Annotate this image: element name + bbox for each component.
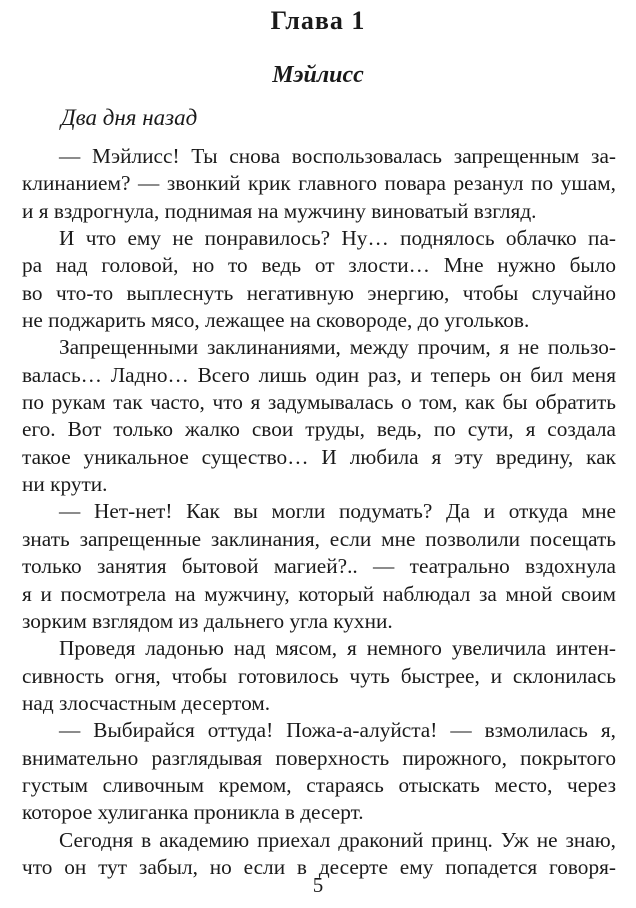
text-line: Запрещенными заклинаниями, между прочим, я не пользо- bbox=[59, 335, 616, 360]
text-line: по рукам так часто, что я задумывалась о том, как бы обратить bbox=[22, 390, 616, 415]
text-line: только занятия бытовой магией?.. — театрально вздохнула bbox=[22, 554, 616, 579]
text-line: И что ему не понравилось? Ну… поднялось облачко па- bbox=[59, 226, 616, 251]
text-line: что он тут забыл, но если в десерте ему попадется говоря- bbox=[22, 854, 616, 879]
paragraph bbox=[22, 635, 616, 717]
text-line: которое хулиганка проникла в десерт. bbox=[22, 800, 364, 825]
text-line: — Нет-нет! Как вы могли подумать? Да и откуда мне bbox=[59, 499, 616, 524]
text-line: клинанием? — звонкий крик главного повара резанул по ушам, bbox=[22, 171, 616, 196]
text-line: его. Вот только жалко свои труды, ведь, по сути, я создала bbox=[22, 417, 616, 442]
text-line: знать запрещенные заклинания, если мне позволили посещать bbox=[22, 526, 616, 551]
text-line: сивность огня, чтобы готовилось чуть быстрее, и склонилась bbox=[22, 663, 616, 688]
paragraph bbox=[22, 717, 616, 826]
text-line: ни крути. bbox=[22, 472, 108, 497]
chapter-title: Глава 1 bbox=[270, 6, 366, 35]
text-line: зорким взглядом из дальнего угла кухни. bbox=[22, 608, 393, 633]
page-number: 5 bbox=[312, 873, 324, 897]
body-text bbox=[22, 143, 616, 881]
text-line: внимательно разглядывая поверхность пирожного, покрытого bbox=[22, 745, 616, 770]
paragraph bbox=[22, 225, 616, 334]
text-line: валась… Ладно… Всего лишь один раз, и теперь он бил меня bbox=[22, 362, 616, 387]
text-line: Проведя ладонью над мясом, я немного увеличила интен- bbox=[59, 636, 616, 661]
text-line: — Мэйлисс! Ты снова воспользовалась запрещенным за- bbox=[59, 144, 616, 168]
text-line: и я вздрогнула, поднимая на мужчину виноватый взгляд. bbox=[22, 198, 537, 223]
text-line: — Выбирайся оттуда! Пожа-а-алуйста! — взмолилась я, bbox=[59, 718, 616, 743]
paragraph bbox=[22, 334, 616, 498]
text-line: ра над головой, но то ведь от злости… Мне нужно было bbox=[22, 253, 616, 278]
text-line: во что-то выплеснуть негативную энергию, чтобы случайно bbox=[22, 280, 616, 305]
chapter-subtitle: Мэйлисс bbox=[272, 62, 364, 88]
text-line: не поджарить мясо, лежащее на сковороде, до угольков. bbox=[22, 308, 530, 333]
text-line: густым сливочным кремом, стараясь отыскать место, через bbox=[22, 772, 616, 797]
text-line: такое уникальное существо… И любила я эту вредину, как bbox=[22, 444, 616, 469]
time-epigraph: Два дня назад bbox=[61, 105, 198, 130]
text-line: Сегодня в академию приехал драконий принц. Уж не знаю, bbox=[59, 827, 616, 852]
text-line: я и посмотрела на мужчину, который наблюдал за мной своим bbox=[22, 581, 616, 606]
paragraph bbox=[22, 143, 616, 225]
text-line: над злосчастным десертом. bbox=[22, 690, 271, 715]
paragraph bbox=[22, 498, 616, 635]
